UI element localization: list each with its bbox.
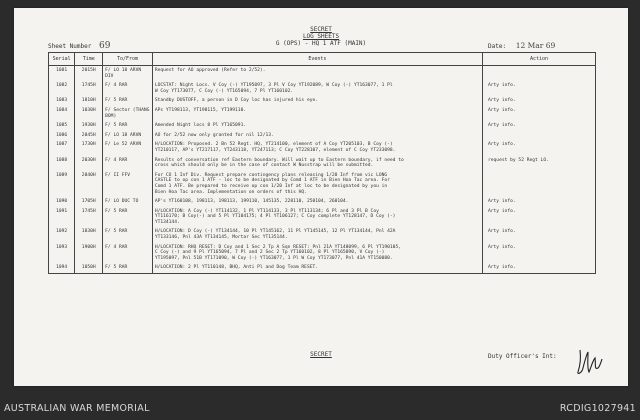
- log-sheet: [14, 8, 628, 386]
- serial-cell: 1089: [49, 171, 75, 197]
- event-line: AP's YT168108, 198113, 198113, 199110, 145135, 228110, 250104, 260104.: [154, 199, 349, 205]
- action-cell: [483, 243, 596, 264]
- events-cell: [152, 197, 482, 207]
- watermark-right: RCDIG1027941: [559, 403, 636, 414]
- serial-cell: 1087: [49, 140, 75, 155]
- serial-cell: 1088: [49, 156, 75, 171]
- action-text: Arty info.: [488, 123, 516, 129]
- serial-cell: 1082: [49, 81, 75, 96]
- tofrom-cell: F/ 5 RAR: [103, 227, 153, 242]
- event-line: Results of conversation ref Eastern boundary. Will wait up to Eastern boundary, if need to: [154, 157, 404, 163]
- time-cell: 1745H: [75, 81, 103, 96]
- serial-cell: 1085: [49, 121, 75, 131]
- action-cell: [483, 140, 596, 155]
- event-line: APs YT198113, YT198115, YT199110.: [154, 107, 247, 113]
- watermark-left: AUSTRALIAN WAR MEMORIAL: [4, 403, 150, 414]
- table-row: [49, 81, 596, 96]
- action-cell: [483, 106, 596, 121]
- events-cell: [152, 131, 482, 141]
- tofrom-cell: F/ Sector (THANG BOM): [103, 106, 153, 121]
- time-cell: 2030H: [75, 156, 103, 171]
- table-row: [49, 140, 596, 155]
- event-line: Bien Hoa Tac area. Implementation on orders of this HQ.: [154, 189, 307, 195]
- event-line: For CO 1 Inf Div. Request prepare contingency plans releasing 1/20 Inf from vic LONG: [154, 172, 388, 178]
- serial-cell: 1093: [49, 243, 75, 264]
- event-line: CASTLE to op con 1 ATF - loc to be designated by Comd 1 ATF in Bien Hoa Tac area. For: [154, 178, 390, 184]
- tofrom-cell: F/ 5 RAR: [103, 121, 153, 131]
- serial-cell: 1086: [49, 131, 75, 141]
- action-cell: [483, 263, 596, 273]
- event-line: C Coy (-) and 9 Pl YT165094, 7 Pl and 2 Sec 2 Tp YT160102, 8 Pl YT165090, V Coy (-): [154, 250, 385, 256]
- time-cell: 1810H: [75, 96, 103, 106]
- sheet-number-value: 69: [98, 41, 111, 51]
- time-cell: 1730H: [75, 140, 103, 155]
- event-line: Comd 1 ATF. Be prepared to receive op con 1/20 Inf at loc to be designated by you in: [154, 183, 388, 189]
- date-label: Date:: [488, 43, 507, 50]
- event-line: H/LOCATION: RHQ RESET: D Coy and 1 Sec 2 Tp A Sqn RESET: Pnl 21A YT148099, 6 Pl YT190105,: [154, 244, 401, 250]
- event-line: YT195097, Pnl 51B YT171090, W Coy (-) YT163077, 1 Pl W Coy YT173077, Pnl 41A YT150080.: [154, 255, 393, 261]
- tofrom-cell: F/ 5 RAR: [103, 263, 153, 273]
- time-cell: 1705H: [75, 197, 103, 207]
- time-cell: 1745H: [75, 207, 103, 228]
- log-table: [48, 52, 596, 274]
- sheet-title: LOG SHEETS: [302, 33, 340, 40]
- table-row: [49, 207, 596, 228]
- action-text: request by 52 Regt LO.: [488, 157, 549, 163]
- log-body: [49, 66, 596, 274]
- event-line: H/LOCATION: A Coy (-) YT114132, 1 Pl YT114133, 3 Pl YT113134; 6 Pl and 3 Pl B Coy: [154, 208, 379, 214]
- col-tofrom: To/From: [103, 53, 153, 66]
- action-cell: [483, 66, 596, 82]
- events-cell: [152, 106, 482, 121]
- event-line: YT134144.: [154, 219, 180, 225]
- events-cell: [152, 156, 482, 171]
- sheet-number-label: Sheet Number: [48, 43, 92, 50]
- date-value: 12 Mar 69: [515, 41, 556, 50]
- table-row: [49, 156, 596, 171]
- table-row: [49, 171, 596, 197]
- event-line: Request for AO approved (Refer to 2/52).: [154, 68, 266, 73]
- event-line: AO for 2/52 now only granted for nil 12/13.: [154, 132, 274, 138]
- events-cell: [152, 243, 482, 264]
- time-cell: 1900H: [75, 243, 103, 264]
- action-text: Arty info.: [488, 244, 516, 250]
- event-line: H/LOCATION: 2 Pl YT110148, BHQ, Anti Pl and Dog Team RESET.: [154, 265, 319, 271]
- sheet-number: [48, 41, 110, 51]
- tofrom-cell: F/ II FFV: [103, 171, 153, 197]
- events-cell: [152, 171, 482, 197]
- tofrom-cell: F/ 4 RAR: [103, 81, 153, 96]
- events-cell: [152, 207, 482, 228]
- action-text: Arty info.: [488, 98, 516, 104]
- action-cell: [483, 96, 596, 106]
- log-header-row: [49, 53, 596, 66]
- action-text: Arty info.: [488, 229, 516, 235]
- event-line: YT133146, Pnl 43A YT134145, Mortar Sec YT135144.: [154, 235, 288, 241]
- event-line: YT210117, AP's YT217117, YT243118, YT247113; C Coy YT228107, element of C Coy YT233098.: [154, 147, 396, 153]
- event-line: H/LOCATION: Proposed. 2 Bn 52 Regt. HQ, YT214100, element of A Coy YT205103, B Coy (-): [154, 142, 393, 148]
- serial-cell: 1092: [49, 227, 75, 242]
- event-line: cross which should only be in the case of contact W Nusstrap will be submitted.: [154, 163, 374, 169]
- action-cell: [483, 156, 596, 171]
- table-row: [49, 197, 596, 207]
- duty-officer-label: Duty Officer's Int:: [488, 353, 557, 360]
- time-cell: 1930H: [75, 121, 103, 131]
- classification-top: SECRET: [310, 26, 332, 33]
- action-text: Arty info.: [488, 107, 516, 113]
- tofrom-cell: F/ LO 18 ARVN DIV: [103, 66, 153, 82]
- sheet-subtitle: G (OPS) - HQ 1 ATF (MAIN): [275, 40, 367, 47]
- event-line: YT116170; B Coy(-) and 5 Pl YT104175; 4 Pl YT106127; C Coy complete YT128147, D Coy (-): [154, 214, 396, 220]
- table-row: [49, 227, 596, 242]
- table-row: [49, 96, 596, 106]
- serial-cell: 1084: [49, 106, 75, 121]
- table-row: [49, 243, 596, 264]
- events-cell: [152, 96, 482, 106]
- table-row: [49, 106, 596, 121]
- table-row: [49, 66, 596, 82]
- events-cell: [152, 66, 482, 82]
- event-line: W Coy YT173077, C Coy (-) YT165094, 7 Pl YT160102.: [154, 88, 294, 94]
- action-text: Arty info.: [488, 83, 516, 89]
- time-cell: 2040H: [75, 171, 103, 197]
- action-cell: [483, 121, 596, 131]
- tofrom-cell: F/ LO 18 ARVN: [103, 131, 153, 141]
- action-cell: [483, 207, 596, 228]
- events-cell: [152, 121, 482, 131]
- serial-cell: 1094: [49, 263, 75, 273]
- tofrom-cell: F/ 4 RAR: [103, 156, 153, 171]
- tofrom-cell: F/ Le 52 ARVN: [103, 140, 153, 155]
- col-serial: Serial: [49, 53, 75, 66]
- action-text: Arty info.: [488, 208, 516, 214]
- event-line: H/LOCATION: D Coy (-) YT134144, 10 Pl YT145162, 11 Pl YT145145, 12 Pl YT134144, Pnl 42A: [154, 229, 396, 235]
- events-cell: [152, 140, 482, 155]
- event-line: Standby DUSTOFF, a person in D Coy loc has injured his eye.: [154, 98, 319, 104]
- time-cell: 2015H: [75, 66, 103, 82]
- action-cell: [483, 197, 596, 207]
- event-line: Amended Night locs 8 Pl YT165091.: [154, 123, 247, 129]
- signature-icon: [574, 346, 604, 378]
- action-cell: [483, 131, 596, 141]
- table-row: [49, 263, 596, 273]
- serial-cell: 1081: [49, 66, 75, 82]
- col-time: Time: [75, 53, 103, 66]
- serial-cell: 1090: [49, 197, 75, 207]
- time-cell: 2045H: [75, 131, 103, 141]
- col-action: Action: [483, 53, 596, 66]
- time-cell: 1830H: [75, 227, 103, 242]
- serial-cell: 1091: [49, 207, 75, 228]
- events-cell: [152, 81, 482, 96]
- time-cell: 1050H: [75, 263, 103, 273]
- tofrom-cell: F/ 5 RAR: [103, 207, 153, 228]
- events-cell: [152, 227, 482, 242]
- event-line: LOCSTAT: Night Locs. V Coy (-) YT195097, 3 Pl V Coy YT192089, W Coy (-) YT163077, 1 Pl: [154, 83, 393, 89]
- table-row: [49, 121, 596, 131]
- classification-bottom: SECRET: [310, 351, 332, 358]
- sheet-date: [488, 41, 555, 50]
- action-cell: [483, 171, 596, 197]
- tofrom-cell: F/ LO DUC TO: [103, 197, 153, 207]
- action-text: Arty info.: [488, 142, 516, 148]
- action-cell: [483, 227, 596, 242]
- serial-cell: 1083: [49, 96, 75, 106]
- action-text: Arty info.: [488, 265, 516, 271]
- action-cell: [483, 81, 596, 96]
- events-cell: [152, 263, 482, 273]
- col-events: Events: [152, 53, 482, 66]
- time-cell: 1030H: [75, 106, 103, 121]
- tofrom-cell: F/ 5 RAR: [103, 96, 153, 106]
- action-text: Arty info.: [488, 199, 516, 205]
- tofrom-cell: F/ 4 RAR: [103, 243, 153, 264]
- table-row: [49, 131, 596, 141]
